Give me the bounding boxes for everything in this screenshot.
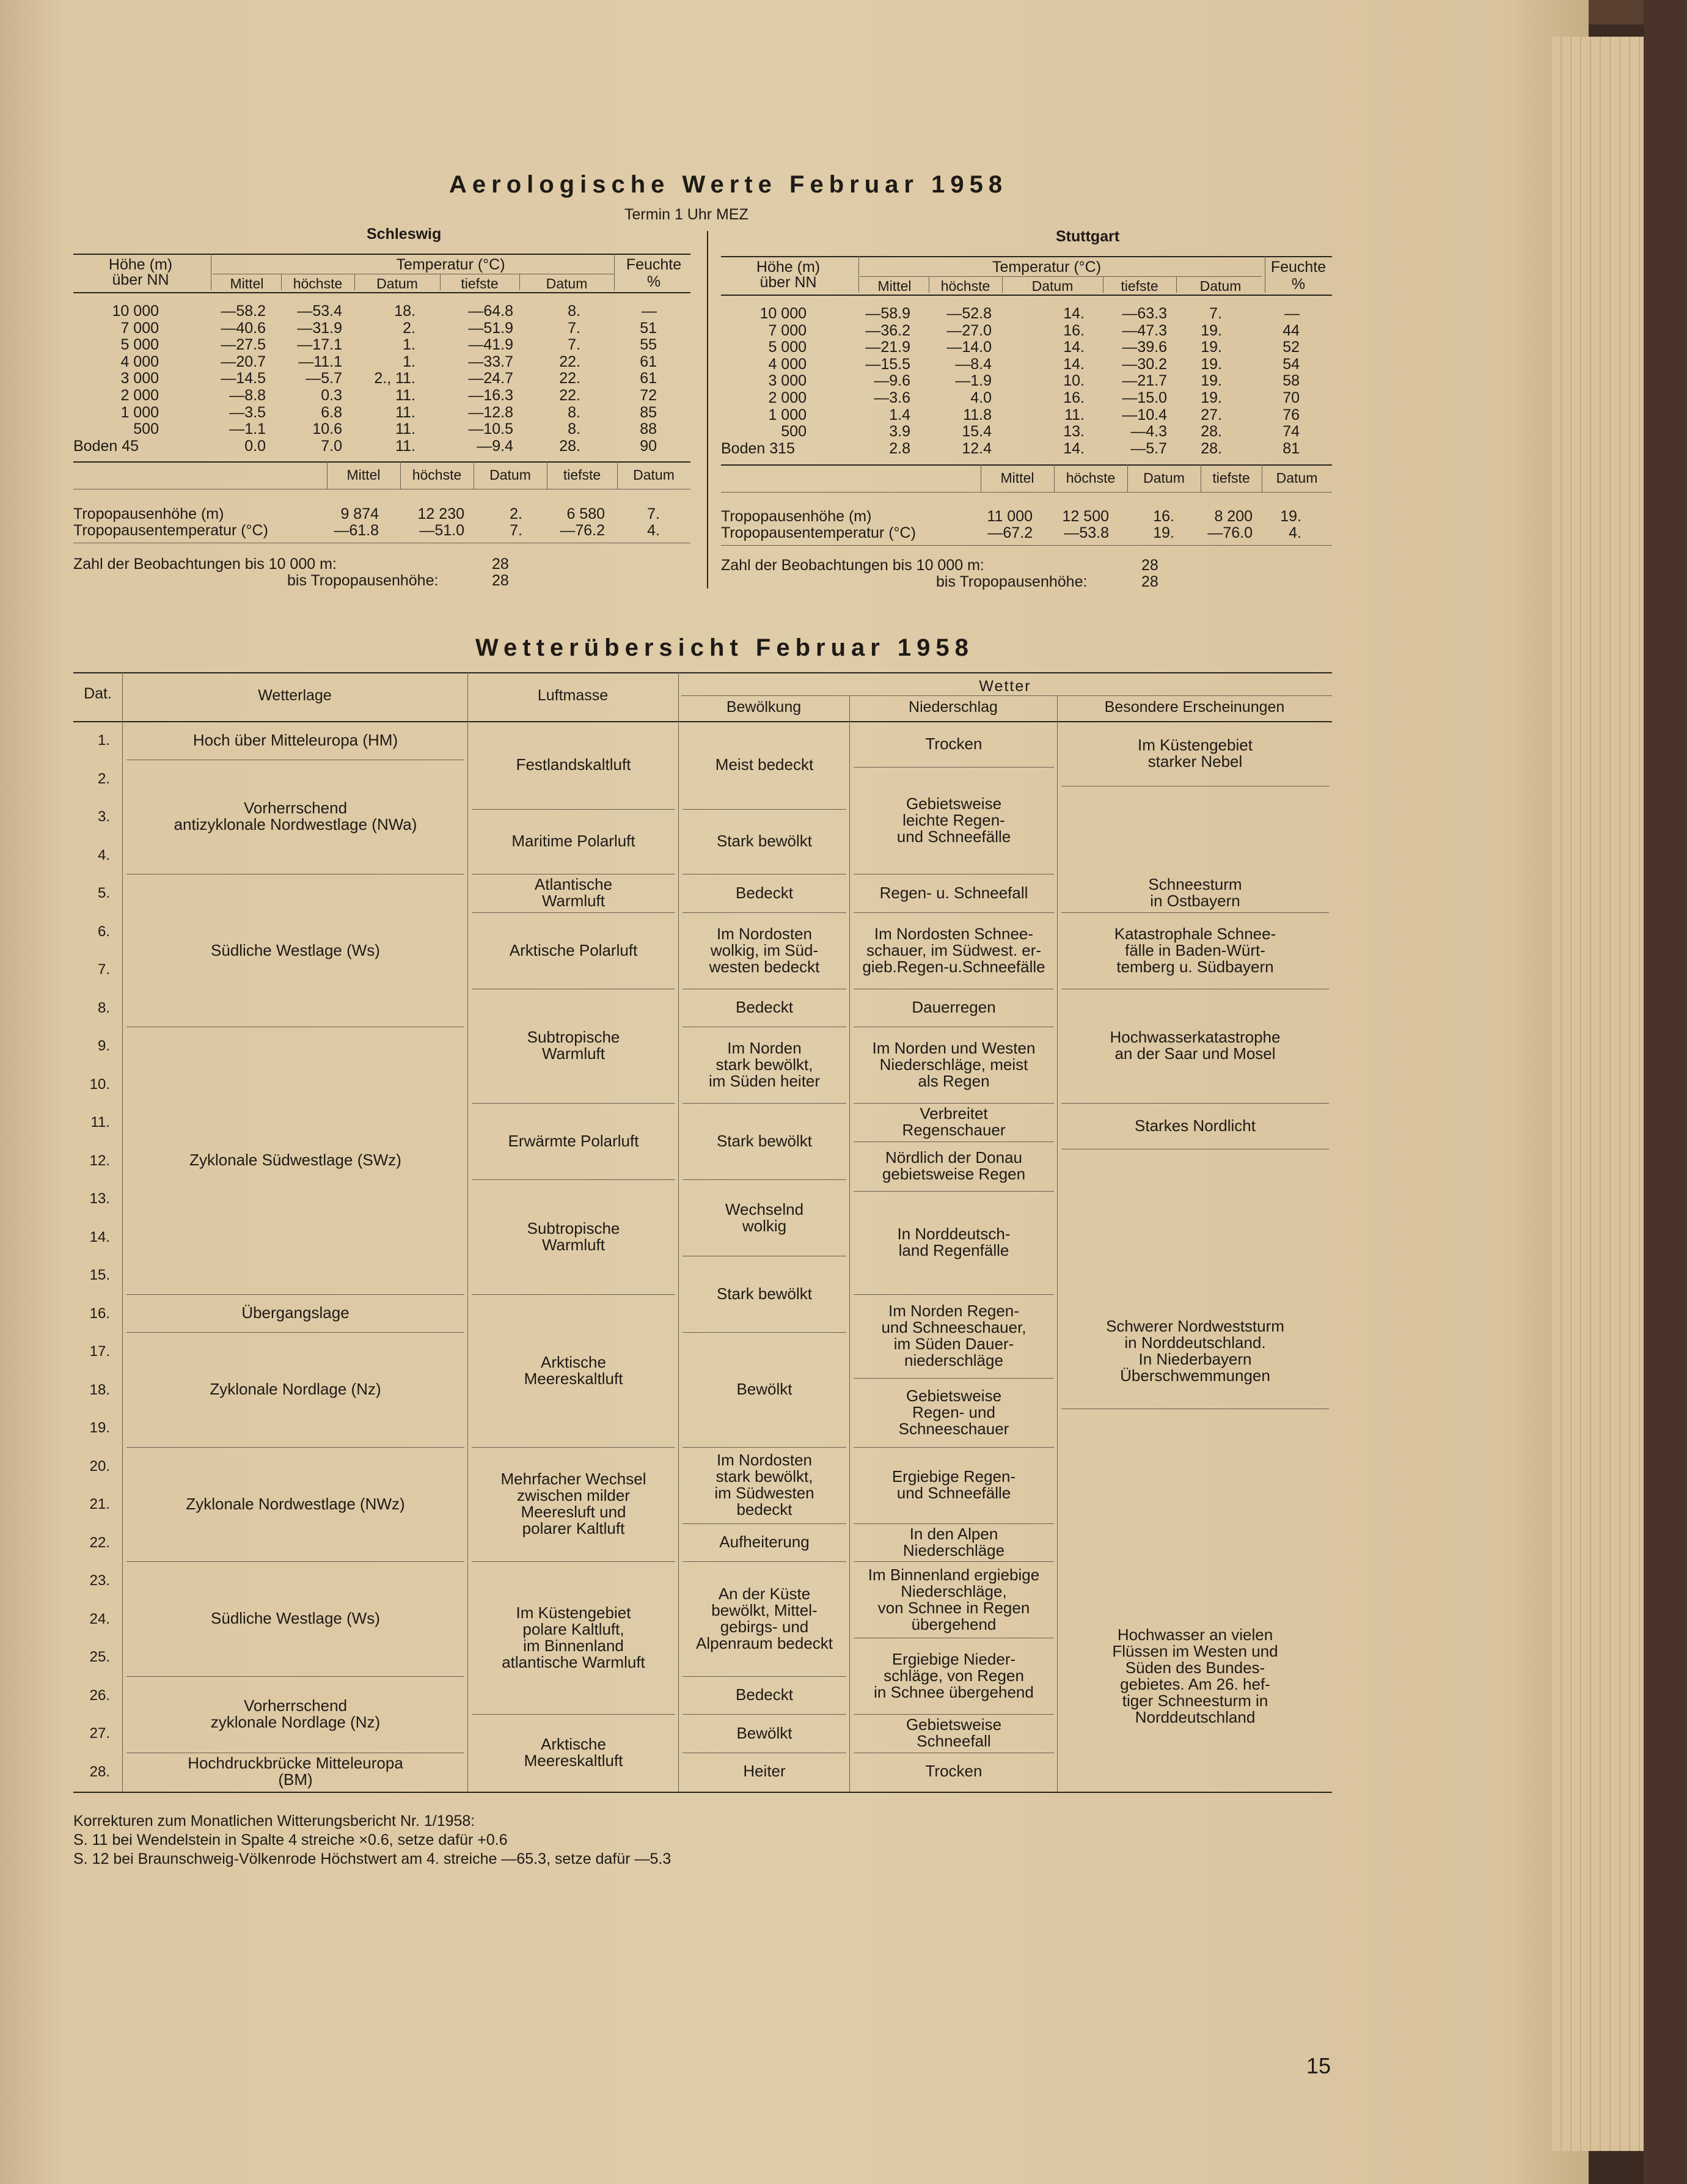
day-number: 3. bbox=[97, 808, 110, 825]
table-cell: 58 bbox=[1283, 372, 1300, 390]
luftmasse-cell: Mehrfacher Wechsel zwischen milder Meeresluft und polarer Kaltluft bbox=[500, 1470, 646, 1538]
table-cell: —30.2 bbox=[1122, 355, 1167, 373]
day-number: 10. bbox=[89, 1076, 110, 1093]
day-number: 15. bbox=[89, 1267, 110, 1283]
table-cell: 88 bbox=[640, 420, 657, 438]
table-cell: 19. bbox=[1201, 372, 1222, 390]
wetterlage-cell: Zyklonale Nordwestlage (NWz) bbox=[186, 1494, 405, 1513]
tropo-value: —53.8 bbox=[1064, 524, 1109, 541]
table-cell: 4 000 bbox=[120, 353, 159, 370]
table-cell: 3 000 bbox=[120, 370, 159, 387]
tropo-value: 4. bbox=[647, 522, 660, 539]
sub-datum: Datum bbox=[376, 276, 418, 291]
luftmasse-cell: Erwärmte Polarluft bbox=[508, 1132, 639, 1150]
day-number: 13. bbox=[89, 1190, 110, 1207]
niederschlag-cell: Trocken bbox=[925, 735, 983, 753]
day-number: 22. bbox=[89, 1534, 110, 1551]
tropo-head-tiefste: tiefste bbox=[563, 467, 601, 483]
tropo-value: 11 000 bbox=[987, 508, 1033, 525]
niederschlag-cell: Regen- u. Schneefall bbox=[879, 883, 1028, 902]
table-cell: 52 bbox=[1283, 339, 1300, 356]
table-cell: —27.0 bbox=[946, 321, 992, 339]
beob-label-1: Zahl der Beobachtungen bis 10 000 m: bbox=[73, 555, 337, 573]
niederschlag-cell: Gebietsweise Regen- und Schneeschauer bbox=[898, 1386, 1009, 1438]
niederschlag-cell: Im Norden Regen- und Schneeschauer, im Süden Dauer- niederschläge bbox=[881, 1302, 1026, 1370]
bewoelkung-cell: An der Küste bewölkt, Mittel- gebirgs- und Alpenraum bedeckt bbox=[695, 1584, 833, 1652]
tropo-head-tiefste: tiefste bbox=[1212, 470, 1250, 486]
tropo-value: 16. bbox=[1153, 508, 1174, 525]
table-cell: 14. bbox=[1063, 355, 1085, 373]
book-spine bbox=[1644, 0, 1687, 2184]
niederschlag-cell: Ergiebige Nieder- schläge, von Regen in Schnee übergehend bbox=[874, 1650, 1034, 1701]
besondere-cell: Starkes Nordlicht bbox=[1135, 1116, 1256, 1135]
table-cell: 74 bbox=[1283, 423, 1300, 441]
sub-datum: Datum bbox=[1031, 278, 1074, 294]
wetterlage-cell: Südliche Westlage (Ws) bbox=[211, 1609, 380, 1628]
day-number: 23. bbox=[89, 1572, 110, 1589]
luftmasse-cell: Subtropische Warmluft bbox=[527, 1028, 620, 1063]
page-edges bbox=[1552, 37, 1644, 2151]
table-cell: 11. bbox=[395, 437, 415, 455]
table-cell: —39.6 bbox=[1122, 339, 1167, 356]
table-cell: 90 bbox=[640, 437, 657, 455]
beob-value-1: 28 bbox=[1141, 557, 1158, 574]
table-cell: 8. bbox=[568, 302, 580, 320]
table-cell: 1.4 bbox=[889, 406, 910, 423]
table-cell: —9.6 bbox=[874, 372, 910, 390]
table-cell: —63.3 bbox=[1122, 305, 1167, 322]
day-number: 25. bbox=[89, 1649, 110, 1665]
bewoelkung-cell: Heiter bbox=[743, 1762, 786, 1781]
tropo-value: —76.0 bbox=[1207, 524, 1253, 541]
niederschlag-cell: Im Nordosten Schnee- schauer, im Südwest. er- gieb.Regen-u.Schneefälle bbox=[862, 924, 1045, 976]
table-cell: 81 bbox=[1283, 439, 1300, 457]
table-cell: —33.7 bbox=[468, 353, 513, 370]
day-number: 17. bbox=[89, 1343, 110, 1360]
table-cell: 4.0 bbox=[970, 389, 992, 406]
niederschlag-cell: Verbreitet Regenschauer bbox=[902, 1104, 1006, 1140]
tropo-value: —76.2 bbox=[560, 522, 605, 539]
luftmasse-cell: Arktische Meereskaltluft bbox=[524, 1734, 623, 1770]
table-cell: —36.2 bbox=[865, 321, 910, 339]
niederschlag-cell: Ergiebige Regen- und Schneefälle bbox=[891, 1467, 1016, 1502]
head-besondere: Besondere Erscheinungen bbox=[1104, 698, 1285, 716]
day-number: 24. bbox=[89, 1610, 110, 1627]
day-number: 11. bbox=[90, 1114, 110, 1130]
table-cell: —11.1 bbox=[298, 353, 342, 370]
head-niederschlag: Niederschlag bbox=[909, 698, 998, 716]
table-cell: Boden 45 bbox=[73, 437, 139, 455]
day-number: 12. bbox=[89, 1152, 110, 1169]
tropo-value: 8 200 bbox=[1214, 508, 1253, 525]
table-cell: 85 bbox=[640, 403, 657, 421]
table-cell: —5.7 bbox=[306, 370, 342, 387]
tropo-value: 9 874 bbox=[340, 505, 379, 522]
table-cell: 27. bbox=[1201, 406, 1222, 423]
tropo-value: 12 500 bbox=[1062, 508, 1109, 525]
table-cell: 7.0 bbox=[321, 437, 342, 455]
table-cell: 2., 11. bbox=[374, 370, 415, 387]
luftmasse-cell: Maritime Polarluft bbox=[511, 832, 635, 851]
wetterlage-cell: Zyklonale Südwestlage (SWz) bbox=[189, 1151, 401, 1170]
sub-mittel: Mittel bbox=[877, 278, 912, 294]
table-cell: 8. bbox=[568, 420, 580, 438]
table-cell: 19. bbox=[1201, 321, 1222, 339]
table-cell: 12.4 bbox=[962, 439, 992, 457]
table-cell: 2. bbox=[403, 319, 415, 337]
day-number: 27. bbox=[89, 1725, 110, 1742]
day-number: 7. bbox=[97, 961, 110, 978]
tropo-value: 7. bbox=[510, 522, 522, 539]
besondere-cell: Hochwasserkatastrophe an der Saar und Mosel bbox=[1110, 1028, 1281, 1063]
table-cell: —31.9 bbox=[297, 319, 342, 337]
table-cell: 16. bbox=[1063, 321, 1085, 339]
table-cell: 28. bbox=[1201, 423, 1222, 441]
table-cell: 4 000 bbox=[768, 355, 807, 373]
table-cell: —58.2 bbox=[221, 302, 266, 320]
table-cell: —14.5 bbox=[221, 370, 266, 387]
tropo-head-datum: Datum bbox=[489, 467, 531, 483]
day-number: 6. bbox=[97, 923, 110, 940]
col-feuchte-unit: % bbox=[1291, 276, 1306, 293]
niederschlag-cell: Dauerregen bbox=[912, 998, 996, 1017]
table-cell: —1.1 bbox=[229, 420, 266, 438]
wetterlage-cell: Vorherrschend antizyklonale Nordwestlage (NWa) bbox=[174, 799, 417, 834]
table-cell: 51 bbox=[640, 319, 657, 337]
table-cell: 10. bbox=[1063, 372, 1085, 390]
col-hoehe: Höhe (m) bbox=[108, 256, 173, 273]
table-cell: 7. bbox=[1209, 305, 1222, 322]
table-cell: —47.3 bbox=[1122, 321, 1167, 339]
bewoelkung-cell: Bedeckt bbox=[736, 1685, 793, 1704]
tropo-head-hoechste: höchste bbox=[1066, 470, 1116, 486]
tropo-head-datum2: Datum bbox=[1276, 470, 1318, 486]
beob-value-2: 28 bbox=[492, 572, 509, 589]
table-cell: —4.3 bbox=[1130, 423, 1167, 441]
sub-datum2: Datum bbox=[546, 276, 588, 291]
col-hoehe: Höhe (m) bbox=[756, 258, 821, 276]
table-cell: — bbox=[1284, 305, 1300, 322]
table-cell: 18. bbox=[394, 302, 415, 320]
table-cell: —40.6 bbox=[221, 319, 266, 337]
day-number: 5. bbox=[97, 885, 110, 901]
bewoelkung-cell: Im Nordosten stark bewölkt, im Südwesten bedeckt bbox=[714, 1451, 814, 1519]
table-cell: 13. bbox=[1063, 423, 1085, 441]
day-number: 19. bbox=[89, 1420, 110, 1436]
tropo-value: 6 580 bbox=[566, 505, 605, 522]
besondere-cell: Katastrophale Schnee- fälle in Baden-Würt- temberg u. Südbayern bbox=[1114, 924, 1276, 976]
station-name: Stuttgart bbox=[1056, 228, 1120, 245]
tropo-value: 19. bbox=[1280, 508, 1301, 525]
table-cell: —9.4 bbox=[477, 437, 513, 455]
col-feuchte-unit: % bbox=[646, 273, 661, 290]
luftmasse-cell: Festlandskaltluft bbox=[516, 755, 631, 774]
table-cell: 14. bbox=[1063, 305, 1085, 322]
table-cell: 1. bbox=[403, 336, 415, 354]
table-cell: —16.3 bbox=[468, 387, 513, 404]
day-number: 16. bbox=[89, 1305, 110, 1322]
tropo-value: 7. bbox=[647, 505, 660, 522]
beob-value-2: 28 bbox=[1141, 573, 1158, 590]
table-cell: — bbox=[642, 302, 657, 320]
table-cell: —51.9 bbox=[468, 319, 513, 337]
wetterlage-cell: Vorherrschend zyklonale Nordlage (Nz) bbox=[210, 1696, 381, 1731]
table-cell: 11. bbox=[1064, 406, 1085, 423]
tropo-value: 19. bbox=[1153, 524, 1174, 541]
table-cell: 14. bbox=[1063, 339, 1085, 356]
bewoelkung-cell: Bedeckt bbox=[736, 883, 793, 902]
luftmasse-cell: Subtropische Warmluft bbox=[527, 1218, 620, 1254]
table-cell: 11.8 bbox=[963, 406, 992, 423]
tropo-t-label: Tropopausentemperatur (°C) bbox=[721, 524, 916, 541]
table-cell: 61 bbox=[640, 370, 657, 387]
table-cell: 14. bbox=[1063, 439, 1085, 457]
table-cell: —3.5 bbox=[229, 403, 266, 421]
table-cell: 19. bbox=[1201, 389, 1222, 406]
table-cell: 19. bbox=[1201, 355, 1222, 373]
table-cell: 1 000 bbox=[120, 403, 159, 421]
table-cell: —3.6 bbox=[874, 389, 910, 406]
table-cell: —58.9 bbox=[865, 305, 910, 322]
wetterlage-cell: Übergangslage bbox=[241, 1303, 349, 1322]
col-temperatur: Temperatur (°C) bbox=[396, 256, 505, 273]
table-cell: 22. bbox=[559, 370, 580, 387]
day-number: 1. bbox=[97, 732, 110, 749]
day-number: 8. bbox=[97, 999, 110, 1016]
col-feuchte: Feuchte bbox=[1270, 258, 1327, 276]
table-cell: 500 bbox=[781, 423, 807, 441]
table-cell: 54 bbox=[1283, 355, 1300, 373]
aerology-title: Aerologische Werte Februar 1958 bbox=[449, 171, 1008, 198]
bewoelkung-cell: Aufheiterung bbox=[719, 1533, 810, 1552]
day-number: 26. bbox=[89, 1687, 110, 1704]
wetterlage-cell: Zyklonale Nordlage (Nz) bbox=[210, 1380, 381, 1399]
table-cell: 11. bbox=[395, 403, 415, 421]
wetterlage-cell: Südliche Westlage (Ws) bbox=[211, 940, 380, 959]
correction-line: Korrekturen zum Monatlichen Witterungsbericht Nr. 1/1958: bbox=[73, 1812, 475, 1830]
tropo-value: 12 230 bbox=[417, 505, 464, 522]
table-cell: 7. bbox=[568, 336, 580, 354]
table-cell: Boden 315 bbox=[721, 439, 795, 457]
col-feuchte: Feuchte bbox=[626, 256, 682, 273]
table-cell: 72 bbox=[640, 387, 657, 404]
correction-line: S. 12 bei Braunschweig-Völkenrode Höchstwert am 4. streiche —65.3, setze dafür —5.3 bbox=[73, 1850, 672, 1867]
day-number: 2. bbox=[97, 770, 110, 787]
bewoelkung-cell: Meist bedeckt bbox=[715, 755, 814, 774]
table-cell: 10 000 bbox=[759, 305, 807, 322]
table-cell: 55 bbox=[640, 336, 657, 354]
head-wetter: Wetter bbox=[979, 678, 1031, 695]
luftmasse-cell: Arktische Meereskaltluft bbox=[524, 1352, 623, 1388]
sub-tiefste: tiefste bbox=[1121, 278, 1158, 294]
besondere-cell: Im Küstengebiet starker Nebel bbox=[1138, 736, 1253, 771]
tropo-value: —51.0 bbox=[419, 522, 464, 539]
luftmasse-cell: Arktische Polarluft bbox=[509, 940, 638, 959]
tropo-head-hoechste: höchste bbox=[412, 467, 462, 483]
bewoelkung-cell: Bewölkt bbox=[736, 1380, 792, 1399]
niederschlag-cell: In Norddeutsch- land Regenfälle bbox=[897, 1225, 1011, 1260]
head-bewoelkung: Bewölkung bbox=[726, 698, 802, 716]
bewoelkung-cell: Stark bewölkt bbox=[716, 1284, 813, 1303]
table-cell: —21.7 bbox=[1122, 372, 1167, 390]
table-cell: 5 000 bbox=[120, 336, 159, 354]
table-cell: 76 bbox=[1283, 406, 1300, 423]
table-cell: 70 bbox=[1283, 389, 1300, 406]
head-dat: Dat. bbox=[84, 685, 112, 702]
table-cell: 1. bbox=[403, 353, 415, 370]
table-cell: —41.9 bbox=[468, 336, 513, 354]
luftmasse-cell: Im Küstengebiet polare Kaltluft, im Binnenland atlantische Warmluft bbox=[502, 1603, 645, 1671]
besondere-cell: Schwerer Nordweststurm in Norddeutschland. In Niederbayern Überschwemmungen bbox=[1106, 1317, 1284, 1385]
tropo-t-label: Tropopausentemperatur (°C) bbox=[73, 522, 268, 539]
table-cell: 44 bbox=[1283, 321, 1300, 339]
table-cell: —17.1 bbox=[297, 336, 342, 354]
luftmasse-cell: Atlantische Warmluft bbox=[534, 875, 613, 911]
table-cell: —10.5 bbox=[468, 420, 513, 438]
head-wetterlage: Wetterlage bbox=[258, 687, 332, 704]
table-cell: 19. bbox=[1201, 339, 1222, 356]
bewoelkung-cell: Stark bewölkt bbox=[716, 832, 813, 851]
sub-tiefste: tiefste bbox=[461, 276, 499, 291]
beob-value-1: 28 bbox=[492, 555, 509, 573]
table-cell: —5.7 bbox=[1130, 439, 1167, 457]
table-cell: 7 000 bbox=[120, 319, 159, 337]
sub-hoechste: höchste bbox=[940, 278, 990, 294]
sub-datum2: Datum bbox=[1199, 278, 1242, 294]
sub-hoechste: höchste bbox=[293, 276, 343, 291]
table-cell: 10.6 bbox=[312, 420, 342, 438]
table-cell: 28. bbox=[559, 437, 580, 455]
table-cell: 8. bbox=[568, 403, 580, 421]
niederschlag-cell: In den Alpen Niederschläge bbox=[902, 1524, 1005, 1559]
station-name: Schleswig bbox=[367, 225, 442, 243]
table-cell: 0.0 bbox=[244, 437, 266, 455]
table-cell: —24.7 bbox=[468, 370, 513, 387]
niederschlag-cell: Gebietsweise Schneefall bbox=[906, 1715, 1002, 1751]
table-cell: —15.5 bbox=[865, 355, 910, 373]
table-cell: 6.8 bbox=[321, 403, 342, 421]
table-cell: 11. bbox=[395, 387, 415, 404]
niederschlag-cell: Gebietsweise leichte Regen- und Schneefälle bbox=[896, 794, 1011, 846]
tropo-value: 2. bbox=[510, 505, 522, 522]
beob-label-2: bis Tropopausenhöhe: bbox=[287, 572, 439, 589]
sub-mittel: Mittel bbox=[230, 276, 264, 291]
besondere-cell: Schneesturm in Ostbayern bbox=[1148, 875, 1242, 911]
niederschlag-cell: Im Binnenland ergiebige Niederschläge, von Schnee in Regen übergehend bbox=[868, 1565, 1040, 1633]
table-cell: —14.0 bbox=[946, 339, 992, 356]
table-cell: —21.9 bbox=[865, 339, 910, 356]
day-number: 9. bbox=[97, 1038, 110, 1054]
niederschlag-cell: Im Norden und Westen Niederschläge, meist als Regen bbox=[872, 1039, 1036, 1090]
bewoelkung-cell: Stark bewölkt bbox=[716, 1132, 813, 1150]
table-cell: —8.4 bbox=[955, 355, 992, 373]
page-number: 15 bbox=[1306, 2053, 1331, 2078]
weather-table bbox=[73, 672, 1332, 1794]
table-cell: —1.9 bbox=[955, 372, 992, 390]
table-cell: 11. bbox=[395, 420, 415, 438]
table-cell: 61 bbox=[640, 353, 657, 370]
wetterlage-cell: Hoch über Mitteleuropa (HM) bbox=[192, 730, 398, 749]
table-cell: 2.8 bbox=[889, 439, 910, 457]
table-cell: 22. bbox=[559, 387, 580, 404]
tropo-head-mittel: Mittel bbox=[1000, 470, 1034, 486]
table-cell: 15.4 bbox=[962, 423, 992, 441]
table-cell: 10 000 bbox=[112, 302, 159, 320]
tropo-head-mittel: Mittel bbox=[346, 467, 381, 483]
table-cell: 5 000 bbox=[768, 339, 807, 356]
table-cell: —53.4 bbox=[297, 302, 342, 320]
correction-line: S. 11 bei Wendelstein in Spalte 4 streiche ×0.6, setze dafür +0.6 bbox=[73, 1831, 508, 1849]
niederschlag-cell: Trocken bbox=[925, 1762, 983, 1781]
table-cell: 3 000 bbox=[768, 372, 807, 390]
table-cell: —27.5 bbox=[221, 336, 266, 354]
table-cell: 2 000 bbox=[768, 389, 807, 406]
beob-label-1: Zahl der Beobachtungen bis 10 000 m: bbox=[721, 557, 984, 574]
tropo-head-datum2: Datum bbox=[633, 467, 675, 483]
table-cell: —64.8 bbox=[468, 302, 513, 320]
table-cell: —12.8 bbox=[468, 403, 513, 421]
bewoelkung-cell: Wechselnd wolkig bbox=[725, 1200, 804, 1235]
table-cell: 22. bbox=[559, 353, 580, 370]
tropo-h-label: Tropopausenhöhe (m) bbox=[721, 508, 872, 525]
day-number: 18. bbox=[89, 1381, 110, 1398]
beob-label-2: bis Tropopausenhöhe: bbox=[936, 573, 1088, 590]
table-cell: 2 000 bbox=[120, 387, 159, 404]
table-cell: 28. bbox=[1201, 439, 1222, 457]
tropo-value: 4. bbox=[1289, 524, 1301, 541]
tropo-h-label: Tropopausenhöhe (m) bbox=[73, 505, 224, 522]
table-cell: 1 000 bbox=[768, 406, 807, 423]
bewoelkung-cell: Im Norden stark bewölkt, im Süden heiter bbox=[708, 1039, 821, 1090]
day-number: 21. bbox=[89, 1496, 110, 1512]
weather-title: Wetterübersicht Februar 1958 bbox=[475, 634, 974, 661]
table-cell: —52.8 bbox=[946, 305, 992, 322]
table-cell: —8.8 bbox=[229, 387, 266, 404]
table-cell: 16. bbox=[1063, 389, 1085, 406]
table-cell: —20.7 bbox=[221, 353, 266, 370]
day-number: 20. bbox=[89, 1457, 110, 1475]
corrections bbox=[73, 1812, 671, 1869]
bewoelkung-cell: Bedeckt bbox=[736, 998, 793, 1017]
col-hoehe2: über NN bbox=[759, 274, 817, 291]
besondere-cell: Hochwasser an vielen Flüssen im Westen und Süden des Bundes- gebietes. Am 26. hef- tiger Schneesturm in Norddeutschland bbox=[1112, 1625, 1278, 1726]
col-hoehe2: über NN bbox=[112, 271, 169, 288]
bewoelkung-cell: Im Nordosten wolkig, im Süd- westen bedeckt bbox=[709, 924, 820, 976]
tropo-value: —61.8 bbox=[334, 522, 379, 539]
day-number: 28. bbox=[89, 1763, 110, 1780]
tropo-value: —67.2 bbox=[987, 524, 1033, 541]
table-cell: 500 bbox=[133, 420, 159, 438]
head-luftmasse: Luftmasse bbox=[537, 687, 609, 704]
table-cell: 3.9 bbox=[889, 423, 910, 441]
day-number: 4. bbox=[97, 846, 110, 863]
tropo-head-datum: Datum bbox=[1143, 470, 1185, 486]
table-cell: 7 000 bbox=[768, 321, 807, 339]
table-cell: 7. bbox=[568, 319, 580, 337]
table-cell: 0.3 bbox=[321, 387, 342, 404]
niederschlag-cell: Nördlich der Donau gebietsweise Regen bbox=[882, 1148, 1026, 1184]
wetterlage-cell: Hochdruckbrücke Mitteleuropa (BM) bbox=[188, 1753, 403, 1789]
table-cell: —10.4 bbox=[1122, 406, 1167, 423]
bewoelkung-cell: Bewölkt bbox=[736, 1723, 792, 1742]
aerology-subtitle: Termin 1 Uhr MEZ bbox=[624, 206, 748, 223]
day-number: 14. bbox=[89, 1228, 110, 1245]
col-temperatur: Temperatur (°C) bbox=[992, 258, 1102, 276]
table-cell: —15.0 bbox=[1122, 389, 1167, 406]
